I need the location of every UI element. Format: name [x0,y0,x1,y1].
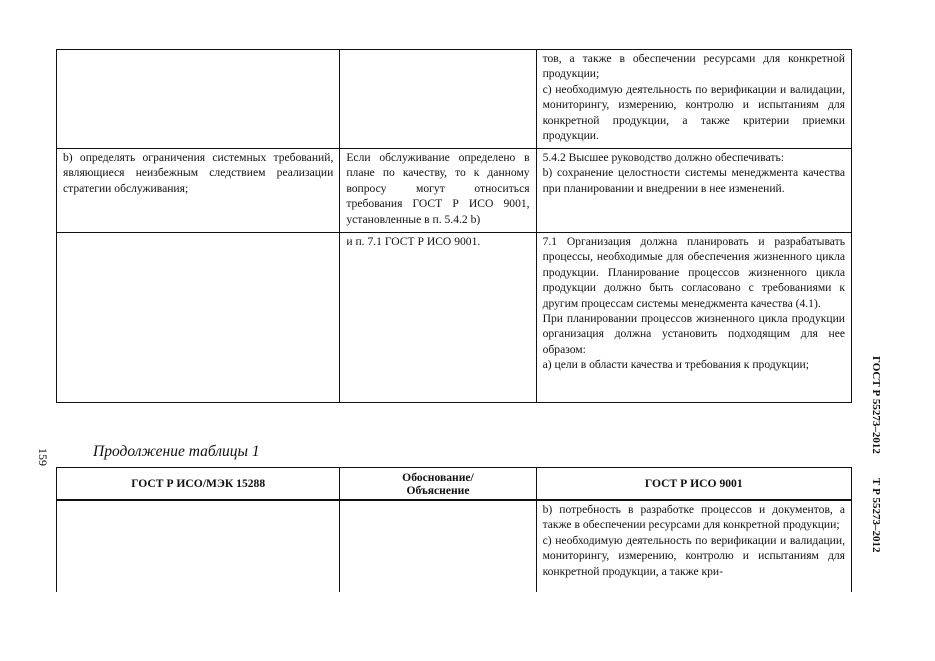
table-row [57,500,852,592]
paragraph: 5.4.2 Высшее руководство должно обеспечивать: [542,151,784,164]
table-cell [536,50,851,149]
requirements-table-top [56,49,852,403]
table-cell [340,50,536,149]
paragraph: a) цели в области качества и требования к продукции; [542,358,809,372]
column-header-justification: Обоснование/ Объяснение [340,468,536,501]
table-cell [57,233,340,403]
table-cell [536,233,851,403]
paragraph: тов, а также в обеспечении ресурсами для конкретной продукции; [542,52,845,81]
page-number: 159 [36,448,50,466]
table-cell [536,149,851,233]
table-row [57,50,852,149]
paragraph: c) необходимую деятельность по верификации и валидации, мониторингу, измерению, контролю и испытаниям для конкретной продукции, а также критерии приемки продукции. [542,82,845,143]
paragraph: b) потребность в разработке процессов и документов, а также в обеспечении ресурсами для конкретной продукции; [542,503,845,532]
table-cell [340,500,536,592]
column-header-gost-9001: ГОСТ Р ИСО 9001 [536,468,851,501]
paragraph: 7.1 Организация должна планировать и разрабатывать процессы, необходимые для обеспечения жизненного цикла продукции. Планирование процессов жизненного цикла продукции должно быть согласовано с требованиями к другим процессам системы менеджмента качества (4.1). [542,235,845,310]
document-code-stamp: ГОСТ Р 55273–2012 [870,356,882,454]
table-cell: Если обслуживание определено в плане по качеству, то к данному вопросу могут относиться требования ГОСТ Р ИСО 9001, установленные в п. 5.4.2 b) [340,149,536,233]
table-header-row [57,468,852,501]
table-cell [536,500,851,592]
table-cell: и п. 7.1 ГОСТ Р ИСО 9001. [340,233,536,403]
paragraph: При планировании процессов жизненного цикла продукции организация должна установить подходящим для нее образом: [542,312,845,356]
table-cell [57,500,340,592]
column-header-gost-15288: ГОСТ Р ИСО/МЭК 15288 [57,468,340,501]
table-cell: b) определять ограничения системных требований, являющиеся неизбежным следствием реализации стратегии обслуживания; [57,149,340,233]
table-caption: Продолжение таблицы 1 [93,443,260,460]
table-cell [57,50,340,149]
table-row [57,233,852,403]
table-row [57,149,852,233]
paragraph: c) необходимую деятельность по верификации и валидации, мониторингу, измерению, контролю и испытаниям для конкретной продукции, а также кри- [542,533,845,578]
document-code-stamp-secondary: Т Р 55273–2012 [870,478,882,553]
requirements-table-bottom [56,467,852,592]
paragraph: b) сохранение целостности системы менеджмента качества при планировании и внедрении в нее изменений. [542,166,845,195]
